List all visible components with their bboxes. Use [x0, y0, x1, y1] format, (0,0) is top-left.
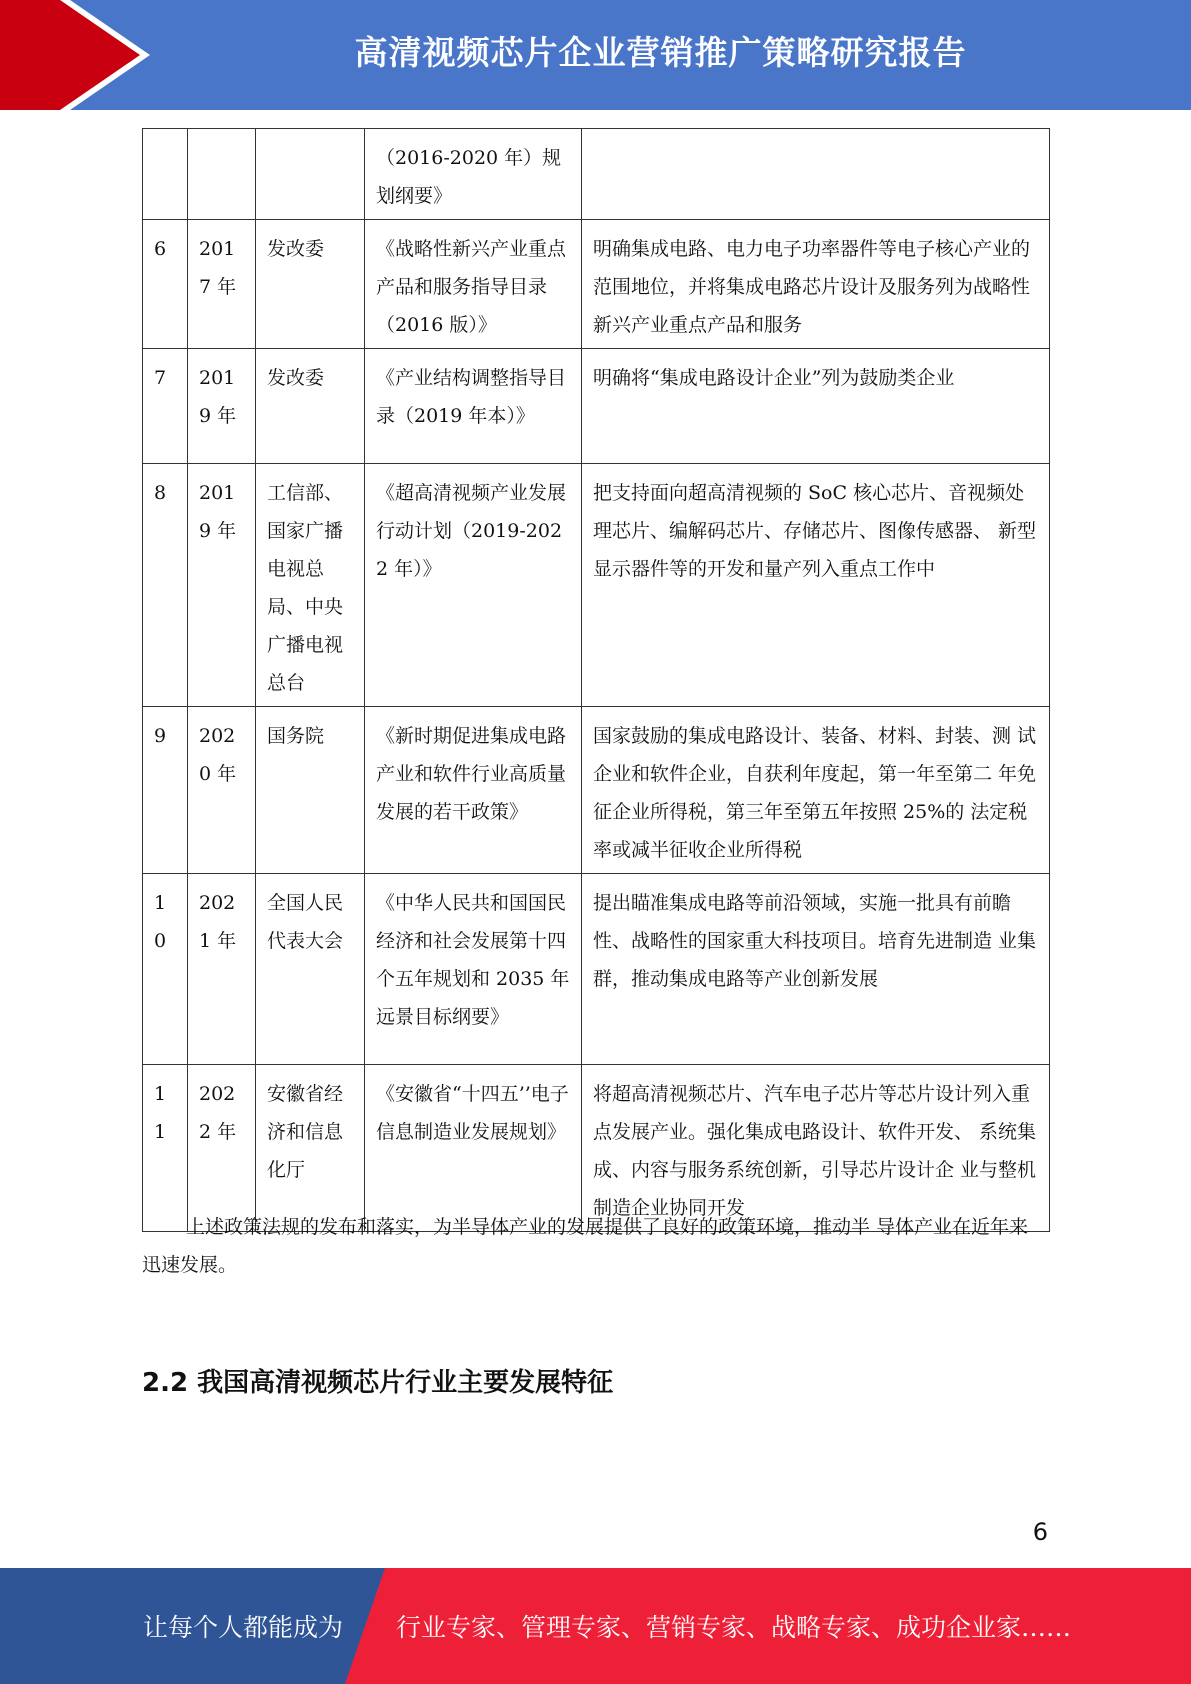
- row-year: [188, 129, 256, 220]
- row-content: 把支持面向超高清视频的 SoC 核心芯片、音视频处理芯片、编解码芯片、存储芯片、图像传感器、 新型显示器件等的开发和量产列入重点工作中: [582, 464, 1050, 707]
- row-year: 2020 年: [188, 707, 256, 874]
- row-content: 提出瞄准集成电路等前沿领域，实施一批具有前瞻性、战略性的国家重大科技项目。培育先进制造 业集群，推动集成电路等产业创新发展: [582, 874, 1050, 1065]
- summary-paragraph: 上述政策法规的发布和落实，为半导体产业的发展提供了良好的政策环境，推动半 导体产业在近年来迅速发展。: [142, 1216, 1029, 1276]
- report-title: 高清视频芯片企业营销推广策略研究报告: [354, 33, 967, 72]
- row-department: 发改委: [256, 349, 365, 464]
- table-row: [143, 220, 1050, 349]
- table-row: [143, 874, 1050, 1065]
- table-row: [143, 707, 1050, 874]
- row-number: [143, 129, 188, 220]
- row-year: 2017 年: [188, 220, 256, 349]
- footer-slogan-right: 行业专家、管理专家、营销专家、战略专家、成功企业家……: [396, 1613, 1072, 1642]
- row-number: 8: [143, 464, 188, 707]
- row-department: 工信部、国家广播电视总局、中央广播电视总台: [256, 464, 365, 707]
- row-year: 2019 年: [188, 349, 256, 464]
- row-document: 《新时期促进集成电路产业和软件行业高质量发展的若干政策》: [365, 707, 582, 874]
- row-number: 11: [143, 1065, 188, 1232]
- row-content: 将超高清视频芯片、汽车电子芯片等芯片设计列入重点发展产业。强化集成电路设计、软件开发、 系统集成、内容与服务系统创新，引导芯片设计企 业与整机制造企业协同开发: [582, 1065, 1050, 1232]
- row-content: [582, 129, 1050, 220]
- row-document: （2016-2020 年）规划纲要》: [365, 129, 582, 220]
- row-document: 《战略性新兴产业重点产品和服务指导目录（2016 版）》: [365, 220, 582, 349]
- row-year: 2019 年: [188, 464, 256, 707]
- footer-slogan-left: 让每个人都能成为: [143, 1613, 344, 1642]
- row-document: 《产业结构调整指导目录（2019 年本）》: [365, 349, 582, 464]
- row-year: 2022 年: [188, 1065, 256, 1232]
- row-document: 《安徽省“十四五’’电子信息制造业发展规划》: [365, 1065, 582, 1232]
- page-header: [0, 0, 1191, 110]
- table-row: [143, 349, 1050, 464]
- table-row: [143, 464, 1050, 707]
- row-number: 6: [143, 220, 188, 349]
- section-heading: 2.2 我国高清视频芯片行业主要发展特征: [142, 1368, 614, 1398]
- row-department: 安徽省经济和信息化厅: [256, 1065, 365, 1232]
- row-department: 国务院: [256, 707, 365, 874]
- row-content: 明确将“集成电路设计企业”列为鼓励类企业: [582, 349, 1050, 464]
- row-number: 10: [143, 874, 188, 1065]
- table-row: [143, 129, 1050, 220]
- table-row: [143, 1065, 1050, 1232]
- row-department: [256, 129, 365, 220]
- row-document: 《超高清视频产业发展行动计划（2019-2022 年）》: [365, 464, 582, 707]
- row-document: 《中华人民共和国国民经济和社会发展第十四个五年规划和 2035 年远景目标纲要》: [365, 874, 582, 1065]
- policy-table: [142, 128, 1050, 1232]
- row-year: 2021 年: [188, 874, 256, 1065]
- row-department: 全国人民代表大会: [256, 874, 365, 1065]
- row-number: 9: [143, 707, 188, 874]
- page-footer: [0, 1568, 1191, 1684]
- row-number: 7: [143, 349, 188, 464]
- row-content: 明确集成电路、电力电子功率器件等电子核心产业的范围地位，并将集成电路芯片设计及服务列为战略性新兴产业重点产品和服务: [582, 220, 1050, 349]
- row-content: 国家鼓励的集成电路设计、装备、材料、封装、测 试企业和软件企业，自获利年度起，第一年至第二 年免征企业所得税，第三年至第五年按照 25%的 法定税率或减半征收企业所得税: [582, 707, 1050, 874]
- row-department: 发改委: [256, 220, 365, 349]
- page-number: 6: [1032, 1518, 1048, 1546]
